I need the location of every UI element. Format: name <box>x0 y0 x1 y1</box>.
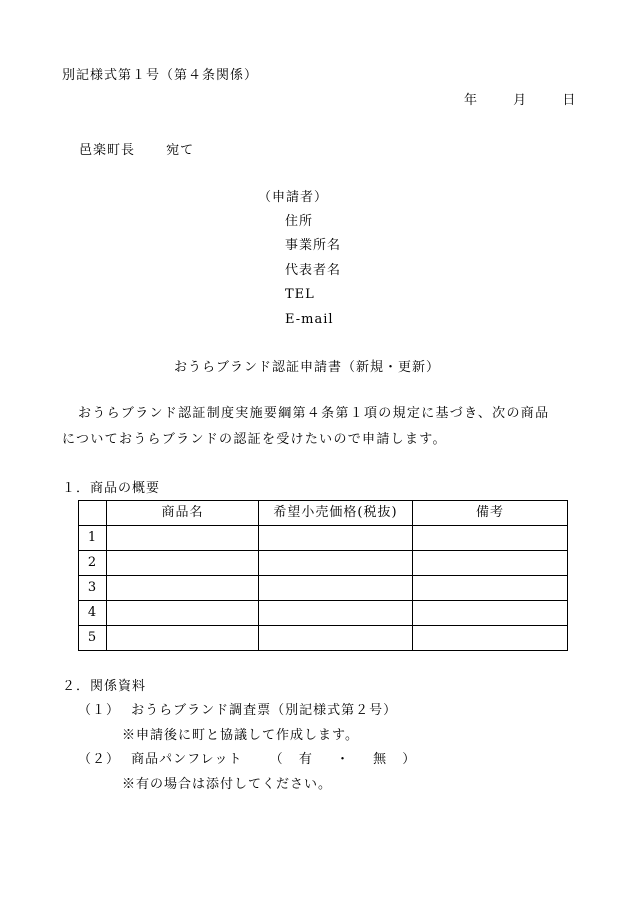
applicant-address-label: 住所 <box>285 214 314 229</box>
product-name-cell[interactable] <box>107 626 259 651</box>
date-year: 年 <box>464 93 479 108</box>
addressee-suffix: 宛て <box>166 143 195 158</box>
attachment-item-2 <box>78 752 416 768</box>
remarks-cell[interactable] <box>413 601 568 626</box>
table-row <box>79 576 568 601</box>
applicant-business-label: 事業所名 <box>285 238 342 253</box>
item2-number: （２） <box>78 752 121 767</box>
remarks-cell[interactable] <box>413 576 568 601</box>
addressee-name: 邑楽町長 <box>79 143 136 158</box>
product-name-cell[interactable] <box>107 551 259 576</box>
addressee <box>79 143 194 159</box>
choice-yes[interactable]: 有 <box>298 752 313 767</box>
table-row <box>79 601 568 626</box>
item1-number: （１） <box>78 703 121 718</box>
table-row <box>79 626 568 651</box>
row-number: 4 <box>79 601 107 626</box>
header-remarks: 備考 <box>413 501 568 526</box>
section2-heading: ２．関係資料 <box>62 679 147 694</box>
retail-price-cell[interactable] <box>259 601 413 626</box>
applicant-email-label: E-mail <box>285 312 334 327</box>
section1-heading: １．商品の概要 <box>62 481 161 496</box>
retail-price-cell[interactable] <box>259 626 413 651</box>
choice-no[interactable]: 無 <box>373 752 388 767</box>
table-row <box>79 526 568 551</box>
date-month: 月 <box>513 93 528 108</box>
product-name-cell[interactable] <box>107 576 259 601</box>
row-number: 2 <box>79 551 107 576</box>
item1-note: ※申請後に町と協議して作成します。 <box>122 728 359 743</box>
row-number: 3 <box>79 576 107 601</box>
product-name-cell[interactable] <box>107 526 259 551</box>
product-name-cell[interactable] <box>107 601 259 626</box>
choice-separator: ・ <box>335 752 350 767</box>
retail-price-cell[interactable] <box>259 551 413 576</box>
item2-note: ※有の場合は添付してください。 <box>122 777 333 792</box>
table-row <box>79 551 568 576</box>
date-day: 日 <box>562 93 577 108</box>
remarks-cell[interactable] <box>413 526 568 551</box>
item1-label: おうらブランド調査票（別記様式第２号） <box>131 703 398 718</box>
applicant-representative-label: 代表者名 <box>285 263 342 278</box>
choice-close-paren: ） <box>402 752 417 767</box>
choice-open-paren: （ <box>269 752 284 767</box>
retail-price-cell[interactable] <box>259 576 413 601</box>
row-number: 5 <box>79 626 107 651</box>
header-retail-price: 希望小売価格(税抜) <box>259 501 413 526</box>
remarks-cell[interactable] <box>413 626 568 651</box>
applicant-heading: （申請者） <box>258 190 329 205</box>
table-header-row <box>79 501 568 526</box>
header-number <box>79 501 107 526</box>
retail-price-cell[interactable] <box>259 526 413 551</box>
goods-table <box>78 500 568 651</box>
remarks-cell[interactable] <box>413 551 568 576</box>
body-line-1: おうらブランド認証制度実施要綱第４条第１項の規定に基づき、次の商品 <box>78 406 550 421</box>
body-line-2: についておうらブランドの認証を受けたいので申請します。 <box>62 432 447 447</box>
attachment-item-1 <box>78 703 397 719</box>
item2-label: 商品パンフレット <box>131 752 243 767</box>
applicant-tel-label: TEL <box>285 287 315 302</box>
date-line <box>464 93 576 109</box>
row-number: 1 <box>79 526 107 551</box>
document-title: おうらブランド認証申請書（新規・更新） <box>174 360 441 375</box>
form-id: 別記様式第１号（第４条関係） <box>62 68 259 83</box>
header-product-name: 商品名 <box>107 501 259 526</box>
